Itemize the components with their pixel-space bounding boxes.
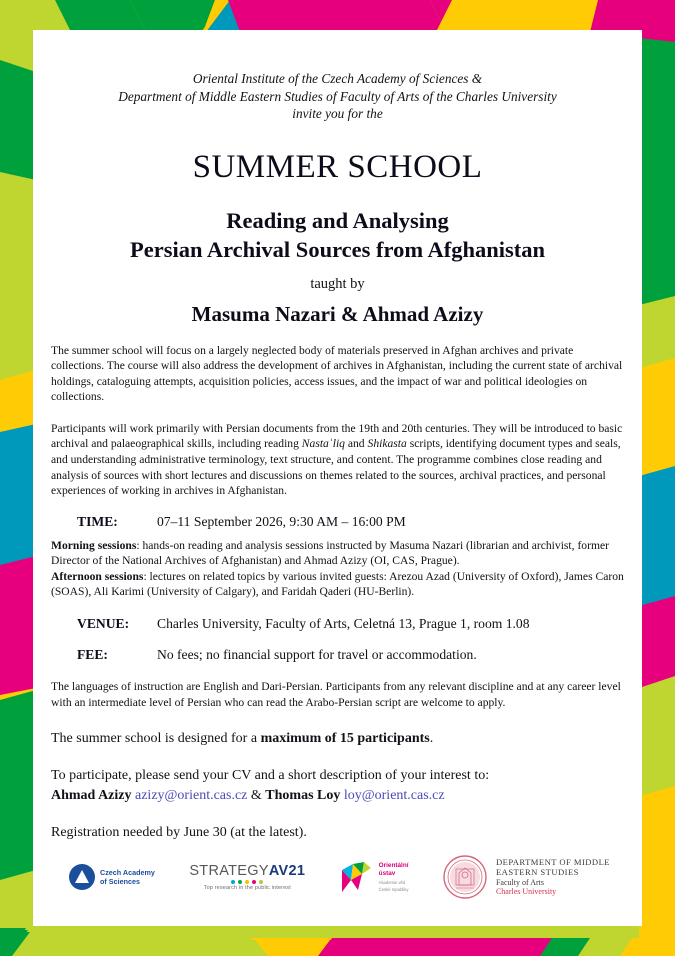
paragraph-2-part-3: scripts, identifying document types and seals, and understanding administrative terminology, text structure, and content. The programme combines close reading and analysis of sources with short lectures and discussions on themes related to the sources, archival practices, and personal experiences of working in archives in Afghanistan.: [51, 437, 621, 498]
orientalni-ustav-logo: [340, 860, 409, 894]
afternoon-sessions: [51, 569, 624, 600]
invitation-line-1: Oriental Institute of the Czech Academy of Sciences &: [192, 71, 483, 86]
cu-university: Charles University: [495, 887, 557, 897]
description-paragraph-2: [51, 421, 624, 499]
afternoon-sessions-label: Afternoon sessions: [51, 569, 144, 583]
oi-line-2: ústav: [378, 870, 396, 878]
contact-separator: &: [247, 787, 266, 803]
av21-dots-icon: [189, 880, 305, 884]
capacity-suffix: .: [429, 730, 434, 746]
instructors: Masuma Nazari & Ahmad Azizy: [191, 301, 484, 326]
script-name-shikasta: Shikasta: [367, 437, 407, 451]
av21-tagline: Top research in the public interest: [203, 885, 291, 891]
invitation-header: [51, 70, 624, 123]
oi-sub-2: České republiky: [378, 886, 409, 892]
venue-label: VENUE:: [77, 616, 130, 632]
capacity-statement: [51, 729, 624, 749]
fee-value: No fees; no financial support for travel or accommodation.: [157, 647, 477, 663]
morning-sessions: [51, 538, 624, 569]
description-paragraph-1: The summer school will focus on a largely neglected body of materials preserved in Afghan archives and private collections. The course will also address the development of archives in Afghanistan, including the current state of archival holdings, cataloguing attempts, acquisition policies, access issues, and the impact of war and political ideologies on collections.: [51, 343, 623, 404]
oriental-institute-logo-text: [379, 862, 409, 892]
fee-row: [51, 647, 624, 663]
charles-university-seal-icon: [443, 855, 487, 899]
morning-sessions-label: Morning sessions: [51, 538, 137, 552]
capacity-value: maximum of 15 participants: [260, 730, 430, 746]
content-card: [33, 30, 642, 926]
participation-line: To participate, please send your CV and a short description of your interest to:: [51, 768, 490, 784]
charles-university-logo-text: [496, 857, 610, 897]
oriental-institute-mark-icon: [340, 860, 374, 894]
taught-by-label: taught by: [310, 275, 365, 292]
cu-dept-line-2: EASTERN STUDIES: [495, 867, 579, 878]
logo-strip: [51, 850, 624, 904]
languages-paragraph: The languages of instruction are English and Dari-Persian. Participants from any relevant discipline and at any career level with an intermediate level of Persian who can read the Arabo-Persian script are welcome to apply.: [51, 680, 621, 709]
oi-sub-1: Akademie věd: [378, 879, 406, 885]
time-label: TIME:: [77, 513, 118, 529]
invitation-line-3: invite you for the: [292, 106, 383, 122]
fee-label: FEE:: [77, 647, 108, 663]
afternoon-sessions-text: : lectures on related topics by various invited guests: Arezou Azad (University of Oxford), James Caron (SOAS), Ali Karimi (University of Calgary), and Faridah Qaderi (HU-Berlin).: [51, 569, 624, 598]
venue-row: [51, 616, 624, 632]
course-title-line-2: Persian Archival Sources from Afghanistan: [129, 237, 546, 263]
av21-wordmark: [189, 863, 305, 879]
participation-instructions: [51, 766, 624, 805]
course-title: [51, 206, 624, 265]
contact-2-email[interactable]: loy@orient.cas.cz: [343, 787, 445, 803]
contact-line: [51, 786, 624, 806]
paragraph-2-part-2: and: [344, 437, 368, 451]
paragraph-2-part-1: Participants will work primarily with Persian documents from the 19th and 20th centuries. They will be introduced to basic archival and palaeographical skills, including reading: [51, 421, 623, 451]
cas-line-1: Czech Academy: [100, 867, 155, 877]
invitation-line-2: Department of Middle Eastern Studies of Faculty of Arts of the Charles University: [118, 88, 557, 104]
course-title-line-1: Reading and Analysing: [226, 208, 449, 234]
contact-1-email[interactable]: azizy@orient.cas.cz: [135, 787, 248, 803]
script-name-nastaliq: Nastaʿliq: [301, 437, 345, 451]
time-row: [51, 514, 624, 530]
contact-1-name: Ahmad Azizy: [51, 787, 132, 803]
av21-word-2: AV21: [268, 863, 306, 879]
av21-word-1: STRATEGY: [189, 863, 269, 879]
registration-deadline: Registration needed by June 30 (at the latest).: [51, 825, 307, 841]
czech-academy-of-sciences-logo: [69, 864, 155, 890]
time-value: 07–11 September 2026, 9:30 AM – 16:00 PM: [157, 513, 406, 529]
charles-university-logo: [443, 855, 610, 899]
contact-2-name: Thomas Loy: [265, 787, 341, 803]
venue-value: Charles University, Faculty of Arts, Celetná 13, Prague 1, room 1.08: [157, 616, 530, 632]
cu-dept-line-1: DEPARTMENT OF MIDDLE: [495, 856, 610, 867]
capacity-prefix: The summer school is designed for a: [51, 730, 261, 746]
oi-line-1: Orientální: [378, 862, 409, 870]
morning-sessions-text: : hands-on reading and analysis sessions instructed by Masuma Nazari (librarian and archivist, former Director of the National Archives of Afghanistan) and Ahmad Azizy (OI, CAS, Prague).: [51, 538, 609, 568]
event-type-heading: SUMMER SCHOOL: [192, 149, 483, 186]
cas-emblem-icon: [69, 864, 95, 890]
cas-logo-text: [100, 868, 155, 886]
cu-faculty: Faculty of Arts: [495, 877, 544, 887]
cas-line-2: of Sciences: [100, 877, 140, 886]
strategy-av21-logo: [189, 863, 305, 891]
sessions-details: [51, 538, 624, 600]
